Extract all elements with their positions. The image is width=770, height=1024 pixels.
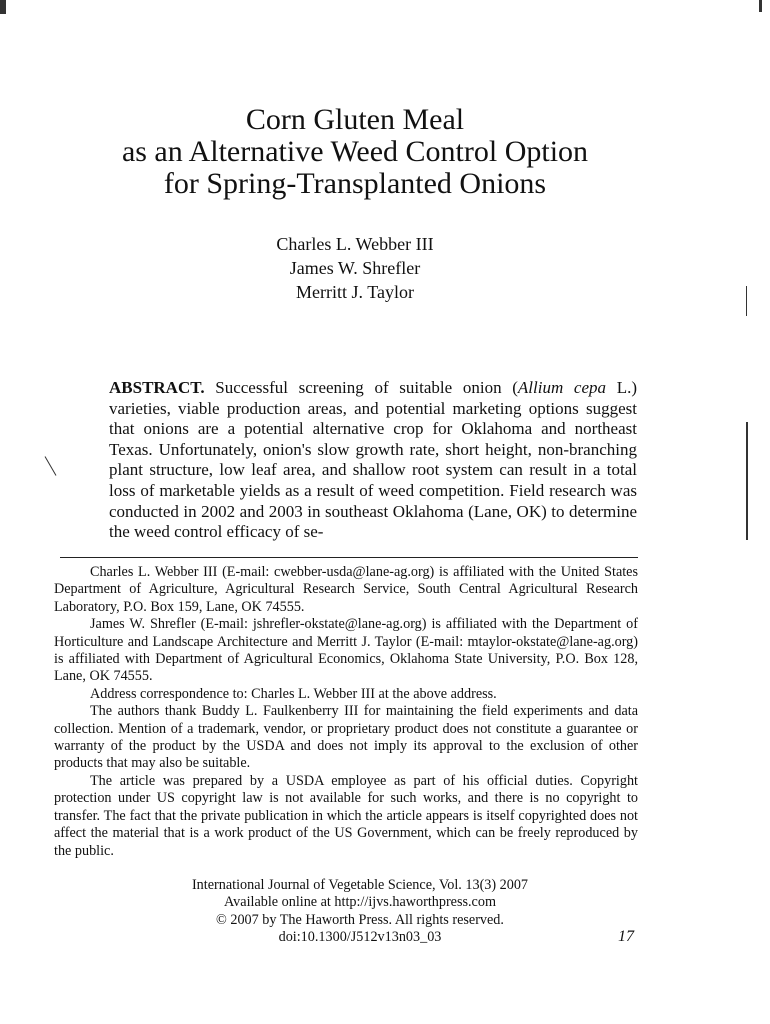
footnote-correspondence: Address correspondence to: Charles L. Webber III at the above address. [90, 685, 497, 702]
doi-line: doi:10.1300/J512v13n03_03 [278, 929, 442, 946]
footnote-copyright-note: The article was prepared by a USDA employee as part of his official duties. Copyright protection under US copyright law is not available for such works, and there is no copyright to transfer. The fact that the private publication in which the article appears is itself copyrighted does not affect the material that is a work product of the US Government, which can be freely reproduced by the public. [54, 772, 638, 859]
footnote-acknowledgment: The authors thank Buddy L. Faulkenberry III for maintaining the field experiments and data collection. Mention of a trademark, vendor, or proprietary product does not constitute a guarantee or warranty of the product by the USDA and does not imply its approval to the exclusion of other products that may also be suitable. [54, 703, 638, 772]
copyright-line: © 2007 by The Haworth Press. All rights reserved. [216, 911, 504, 928]
title-line-3: for Spring-Transplanted Onions [163, 167, 547, 200]
footnote-divider [60, 557, 638, 558]
scan-artifact-mark [746, 286, 747, 316]
journal-citation: International Journal of Vegetable Science, Vol. 13(3) 2007 [191, 877, 529, 893]
scan-artifact-mark [0, 0, 6, 14]
footnotes [54, 564, 638, 860]
abstract-text-rest: L.) varieties, viable production areas, and potential marketing options suggest that onions are a potential alternative crop for Oklahoma and northeast Texas. Unfortunately, onion's slow growth rate, short height, non-branching plant structure, low leaf area, and shallow root system can result in a total loss of marketable yields as a result of weed competition. Field research was conducted in 2002 and 2003 in southeast Oklahoma (Lane, OK) to determine the weed control efficacy of se- [109, 378, 638, 542]
article-title [60, 104, 650, 200]
abstract-label: ABSTRACT. [109, 378, 205, 397]
scan-artifact-mark [746, 422, 748, 540]
journal-info [60, 877, 660, 947]
scan-artifact-mark [759, 0, 762, 12]
scan-artifact-mark [45, 456, 57, 476]
journal-url: Available online at http://ijvs.haworthpress.com [223, 894, 496, 911]
footnote-affiliation-shrefler-taylor: James W. Shrefler (E-mail: jshrefler-okstate@lane-ag.org) is affiliated with the Department of Horticulture and Landscape Architecture and Merritt J. Taylor (E-mail: mtaylor-okstate@lane-ag.org) is affiliated with Department of Agricultural Economics, Oklahoma State University, P.O. Box 128, Lane, OK 74555. [54, 616, 638, 685]
author-name: Charles L. Webber III [276, 234, 434, 254]
abstract-text-start: Successful screening of suitable onion ( [204, 378, 518, 397]
species-name: Allium cepa [517, 378, 607, 397]
title-line-2: as an Alternative Weed Control Option [121, 135, 589, 168]
author-name: Merritt J. Taylor [296, 282, 414, 302]
author-name: James W. Shrefler [289, 258, 421, 278]
footnote-affiliation-webber: Charles L. Webber III (E-mail: cwebber-usda@lane-ag.org) is affiliated with the United States Department of Agriculture, Agricultural Research Service, South Central Agricultural Research Laboratory, P.O. Box 159, Lane, OK 74555. [54, 564, 638, 615]
author-list [60, 232, 650, 304]
abstract [109, 378, 637, 543]
title-line-1: Corn Gluten Meal [245, 103, 465, 136]
page-number: 17 [618, 928, 634, 945]
